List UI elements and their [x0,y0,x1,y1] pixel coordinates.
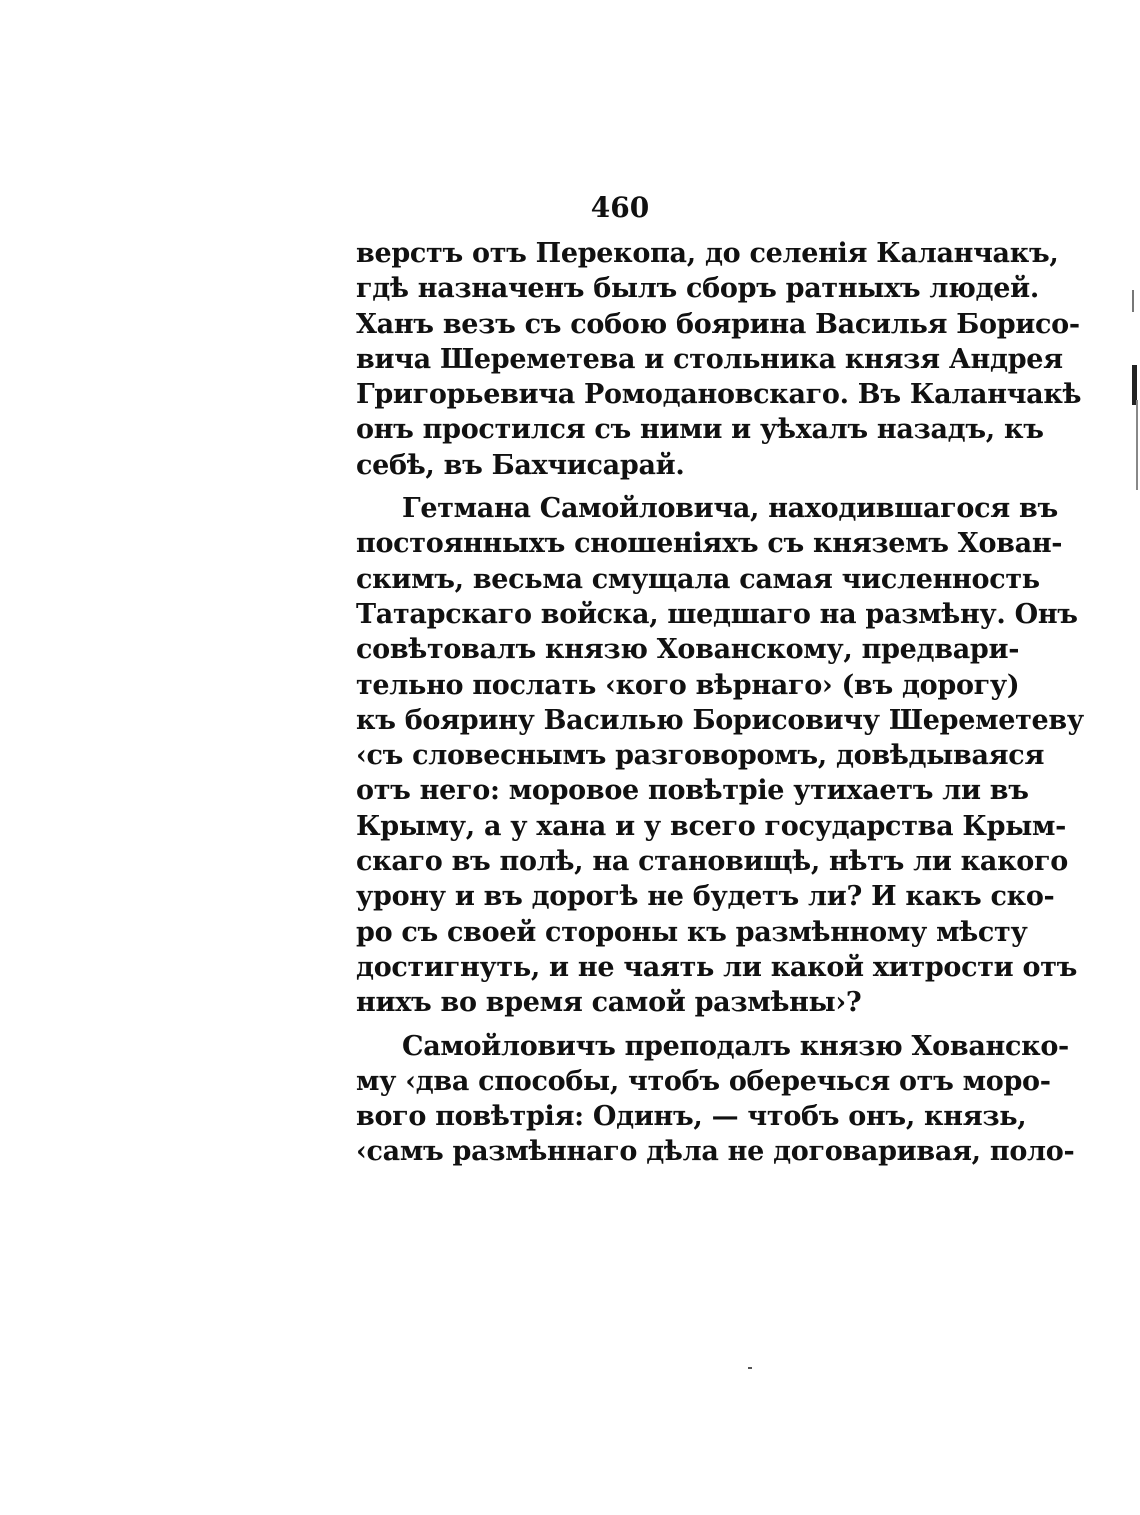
text-line: вого повѣтрія: Одинъ, — чтобъ онъ, князь, [356,1101,1027,1133]
text-line: вича Шереметева и стольника князя Андрея [356,343,1063,375]
text-line: Татарскаго войска, шедшаго на размѣну. Онъ [356,598,1078,630]
paragraph-3 [356,1029,1075,1170]
text-line: себѣ, въ Бахчисарай. [356,449,685,481]
text-line: ‹самъ размѣннаго дѣла не договаривая, поло- [356,1136,1075,1168]
text-line: отъ него: моровое повѣтріе утихаетъ ли въ [356,775,1029,807]
text-line: ‹съ словеснымъ разговоромъ, довѣдываяся [356,740,1045,772]
paragraph-1 [356,236,1082,483]
text-line: Григорьевича Ромодановскаго. Въ Каланчакѣ [356,379,1082,411]
paragraph-2 [356,491,1084,1020]
text-line: достигнуть, и не чаять ли какой хитрости отъ [356,951,1078,983]
text-line: къ боярину Василью Борисовичу Шереметеву [356,704,1084,736]
body-text [356,236,1084,1170]
text-line: Гетмана Самойловича, находившагося въ [402,493,1058,525]
scan-artifact [1132,290,1134,312]
text-line: Ханъ везъ съ собою боярина Василья Борисо- [356,308,1080,340]
text-line: му ‹два способы, чтобъ оберечься отъ моро- [356,1065,1051,1097]
text-line: скимъ, весьма смущала самая численность [356,563,1040,595]
scan-artifact [1132,365,1137,405]
scan-artifact [748,1367,752,1369]
text-line: совѣтовалъ князю Хованскому, предвари- [356,634,1020,666]
text-line: Самойловичъ преподалъ князю Хованско- [402,1030,1069,1062]
page-number: 460 [590,191,650,224]
text-line: постоянныхъ сношеніяхъ съ княземъ Хован- [356,528,1063,560]
scan-artifact [1136,400,1138,490]
text-line: онъ простился съ ними и уѣхалъ назадъ, къ [356,414,1044,446]
text-line: верстъ отъ Перекопа, до селенія Каланчакъ, [356,238,1059,269]
text-line: ро съ своей стороны къ размѣнному мѣсту [356,916,1028,948]
text-line: Крыму, а у хана и у всего государства Крым- [356,810,1067,842]
text-line: тельно послать ‹кого вѣрнаго› (въ дорогу) [356,669,1020,701]
text-line: нихъ во время самой размѣны›? [356,987,862,1019]
text-line: урону и въ дорогѣ не будетъ ли? И какъ ско- [356,881,1055,913]
text-line: скаго въ полѣ, на становищѣ, нѣтъ ли какого [356,846,1068,878]
text-line: гдѣ назначенъ былъ сборъ ратныхъ людей. [356,273,1039,305]
